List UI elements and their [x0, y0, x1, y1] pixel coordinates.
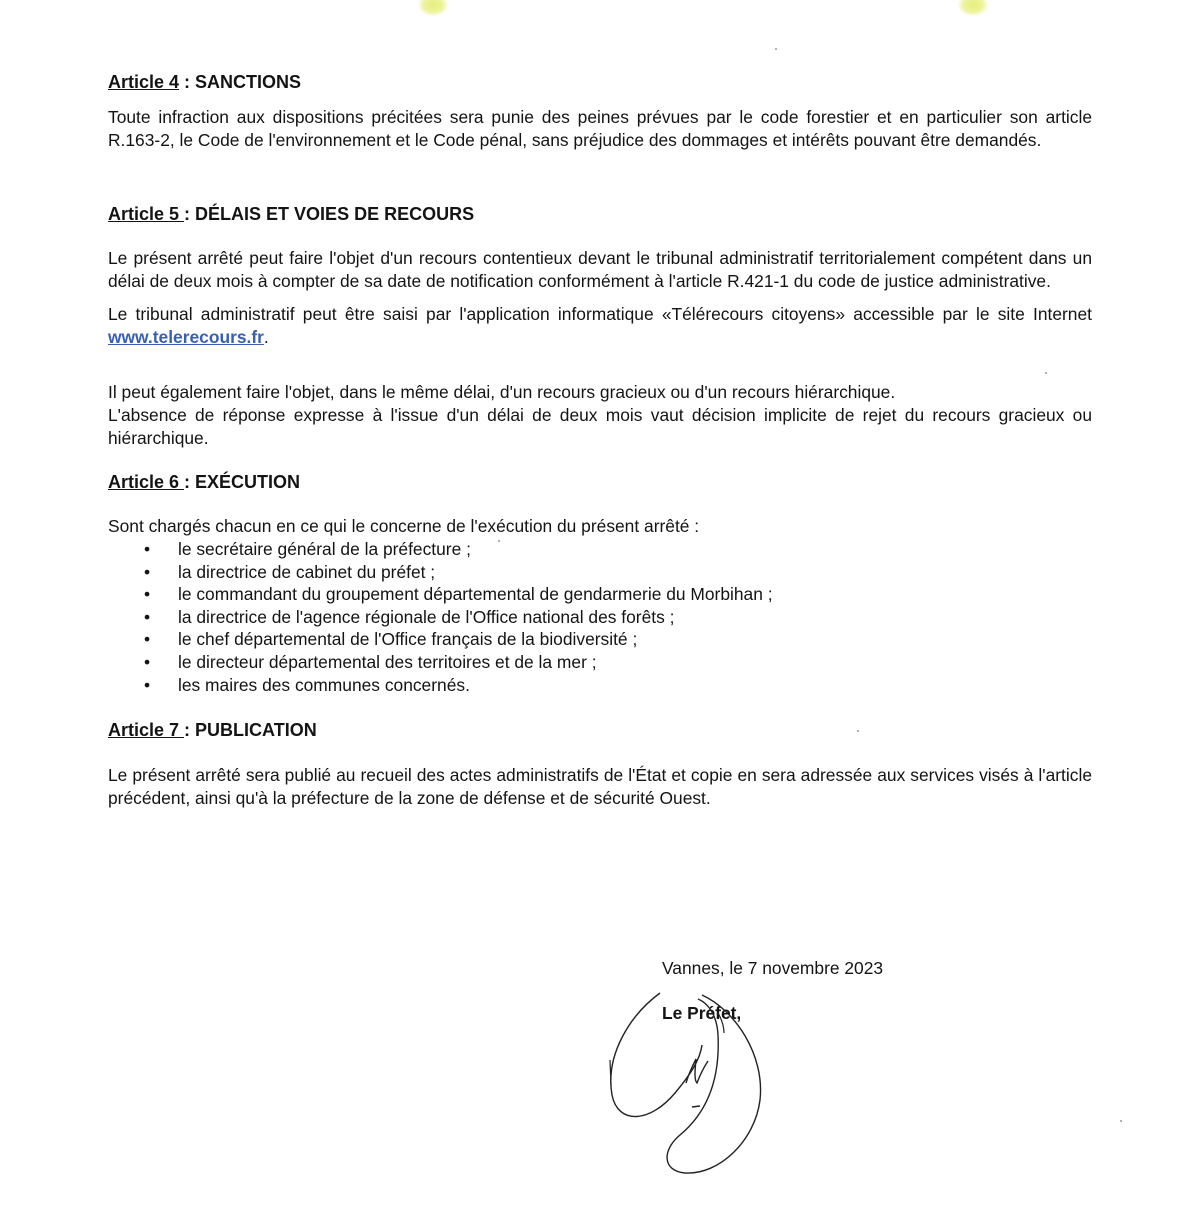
article-7-text: Le présent arrêté sera publié au recueil des actes administratifs de l'État et copie en sera adressée aux services visés à l'article précédent, ainsi qu'à la préfecture de la zone de défense et de sécurité Ouest. — [108, 765, 1092, 809]
list-item: • le commandant du groupement départemental de gendarmerie du Morbihan ; — [144, 583, 1092, 606]
article-5-heading — [108, 202, 1092, 226]
article-4-title: : SANCTIONS — [179, 72, 302, 92]
scan-speck — [1045, 372, 1047, 374]
executors-list — [108, 538, 1092, 696]
article-5-text-2 — [108, 303, 1092, 349]
list-item: • le directeur départemental des territoires et de la mer ; — [144, 651, 1092, 674]
signer-title: Le Préfet, — [662, 1003, 742, 1023]
article-4-text: Toute infraction aux dispositions précitées sera punie des peines prévues par le code forestier et en particulier son article R.163-2, le Code de l'environnement et le Code pénal, sans préjudice des dommages et intérêts pouvant être demandés. — [108, 107, 1092, 150]
article-6-title: : EXÉCUTION — [184, 472, 301, 492]
document-body — [108, 70, 1092, 810]
scan-speck — [775, 48, 777, 50]
paper-stain — [418, 0, 448, 16]
telerecours-link[interactable]: www.telerecours.fr — [108, 327, 264, 347]
article-5-label: Article 5 — [108, 204, 185, 224]
handwritten-signature — [600, 975, 780, 1185]
paper-stain — [958, 0, 988, 16]
list-item: • la directrice de l'agence régionale de l'Office national des forêts ; — [144, 606, 1092, 629]
article-4-label: Article 4 — [108, 72, 180, 92]
scan-speck — [857, 730, 859, 732]
article-4-heading — [108, 70, 1092, 94]
article-6-intro: Sont chargés chacun en ce qui le concerne de l'exécution du présent arrêté : — [108, 516, 700, 536]
article-5-text-4: L'absence de réponse expresse à l'issue d'un délai de deux mois vaut décision implicite de rejet du recours gracieux ou hiérarchique. — [108, 405, 1092, 448]
article-7-title: : PUBLICATION — [184, 720, 317, 741]
article-5-text-2-start: Le tribunal administratif peut être saisi par l'application informatique «Télérecours citoyens» accessible par le site Internet — [108, 304, 1092, 324]
list-item: • le secrétaire général de la préfecture ; — [144, 538, 1092, 561]
article-7-heading — [108, 718, 1092, 742]
list-item: • la directrice de cabinet du préfet ; — [144, 561, 1092, 584]
article-5-title: : DÉLAIS ET VOIES DE RECOURS — [184, 204, 475, 224]
scan-speck — [1120, 1120, 1122, 1122]
article-5-text-2-end: . — [263, 327, 269, 347]
article-5-text-1: Le présent arrêté peut faire l'objet d'un recours contentieux devant le tribunal administratif territorialement compétent dans un délai de deux mois à compter de sa date de notification conformément à l'article R.421-1 du code de justice administrative. — [108, 248, 1092, 291]
article-6-label: Article 6 — [108, 472, 185, 492]
article-5-text-3: Il peut également faire l'objet, dans le même délai, d'un recours gracieux ou d'un recours hiérarchique. — [108, 382, 896, 402]
list-item: • le chef départemental de l'Office français de la biodiversité ; — [144, 628, 1092, 651]
list-item: • les maires des communes concernés. — [144, 674, 1092, 697]
article-7-label: Article 7 — [108, 720, 185, 741]
scan-speck — [498, 540, 500, 542]
place-and-date: Vannes, le 7 novembre 2023 — [662, 958, 884, 978]
article-6-heading — [108, 470, 1092, 494]
